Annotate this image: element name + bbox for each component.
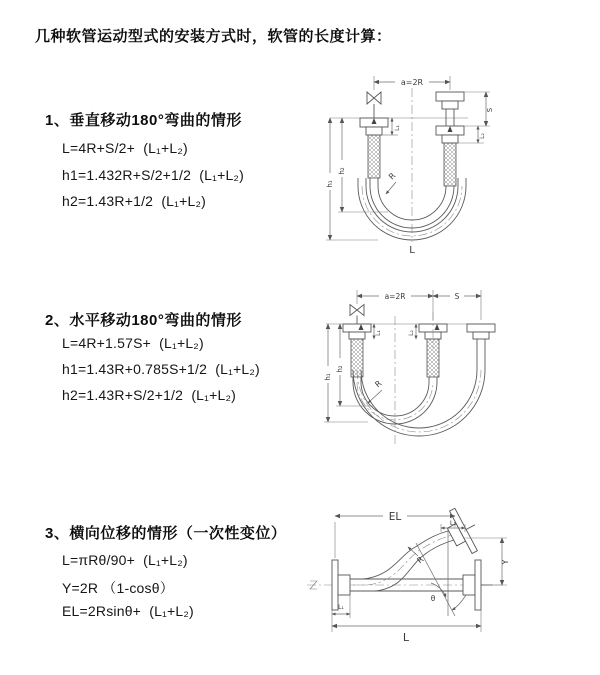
dim-label-l2: L₂ <box>408 330 415 336</box>
dim-label-h1: h₁ <box>326 180 334 188</box>
length-label: L <box>409 245 415 256</box>
right-braid <box>444 143 456 186</box>
right-fitting <box>467 324 495 339</box>
diagram-horizontal-180-bend <box>316 286 600 458</box>
dim-label-h1: h₁ <box>324 373 332 381</box>
dim-label-h2: h₂ <box>336 365 344 373</box>
construction-diagonal <box>416 543 455 616</box>
dim-ext-h <box>326 212 388 240</box>
section-1-formula-h2: h2=1.43R+1/2 (L₁+L₂) <box>62 193 206 209</box>
dim-label-l2: L₂ <box>449 519 457 527</box>
dim-ext-l <box>332 610 481 632</box>
left-fitting <box>343 324 371 339</box>
page-title: 几种软管运动型式的安装方式时，软管的长度计算： <box>35 28 392 45</box>
radius-leader <box>386 182 396 194</box>
dim-label-l1: L₁ <box>375 330 382 336</box>
radius-label: R <box>373 378 384 390</box>
radius-label: R <box>387 171 398 182</box>
left-leg-tube <box>370 178 378 186</box>
dim-label-el: EL <box>388 511 402 523</box>
angle-arc-right <box>452 595 466 610</box>
radius-leader <box>368 390 382 403</box>
dim-label-l1: L₁ <box>394 125 401 131</box>
section-2-formula-h1: h1=1.43R+0.785S+1/2 (L₁+L₂) <box>62 361 260 377</box>
angle-label: θ <box>430 594 436 603</box>
valve-icon <box>367 92 381 118</box>
dim-label-l2: L₂ <box>479 133 486 139</box>
diagram-vertical-180-bend <box>316 72 592 256</box>
dim-label-s: S <box>486 107 494 113</box>
dim-label-l1: L₁ <box>338 604 344 611</box>
right-leg-stem <box>446 109 454 126</box>
dim-label-y: Y <box>501 559 510 565</box>
section-3-heading: 3、横向位移的情形（一次性变位） <box>45 525 287 542</box>
left-braid <box>368 135 380 178</box>
section-2-heading: 2、水平移动180°弯曲的情形 <box>45 312 242 329</box>
section-2-formula-L: L=4R+1.57S+ (L₁+L₂) <box>62 335 204 351</box>
dim-label-a2r: a=2R <box>384 292 406 301</box>
diagram-lateral-displacement <box>305 498 600 656</box>
section-2-formula-h2: h2=1.43R+S/2+1/2 (L₁+L₂) <box>62 387 236 403</box>
left-flange <box>332 560 350 610</box>
middle-braid <box>427 339 439 377</box>
s-curve-tube <box>350 531 454 591</box>
section-1-formula-h1: h1=1.432R+S/2+1/2 (L₁+L₂) <box>62 167 244 183</box>
u-bend-hose-positions <box>353 370 485 436</box>
section-1-heading: 1、垂直移动180°弯曲的情形 <box>45 112 242 129</box>
dim-label-s: S <box>454 292 460 301</box>
dim-label-l: L <box>402 631 410 644</box>
valve-icon <box>350 305 364 325</box>
section-3-formula-Y: Y=2R （1-cosθ） <box>62 580 174 596</box>
section-1-formula-L: L=4R+S/2+ (L₁+L₂) <box>62 140 188 156</box>
radius-label: R <box>415 554 426 566</box>
dim-label-h2: h₂ <box>338 167 346 175</box>
dim-label-a2r: a=2R <box>400 78 424 87</box>
right-fitting-top <box>436 92 464 109</box>
dim-ext-el <box>335 522 455 558</box>
section-3-formula-L: L=πRθ/90+ (L₁+L₂) <box>62 552 188 568</box>
right-leg-tube <box>477 339 485 370</box>
middle-leg-tube <box>429 377 437 382</box>
section-3-formula-EL: EL=2Rsinθ+ (L₁+L₂) <box>62 603 194 619</box>
dim-ext-h <box>324 406 374 422</box>
